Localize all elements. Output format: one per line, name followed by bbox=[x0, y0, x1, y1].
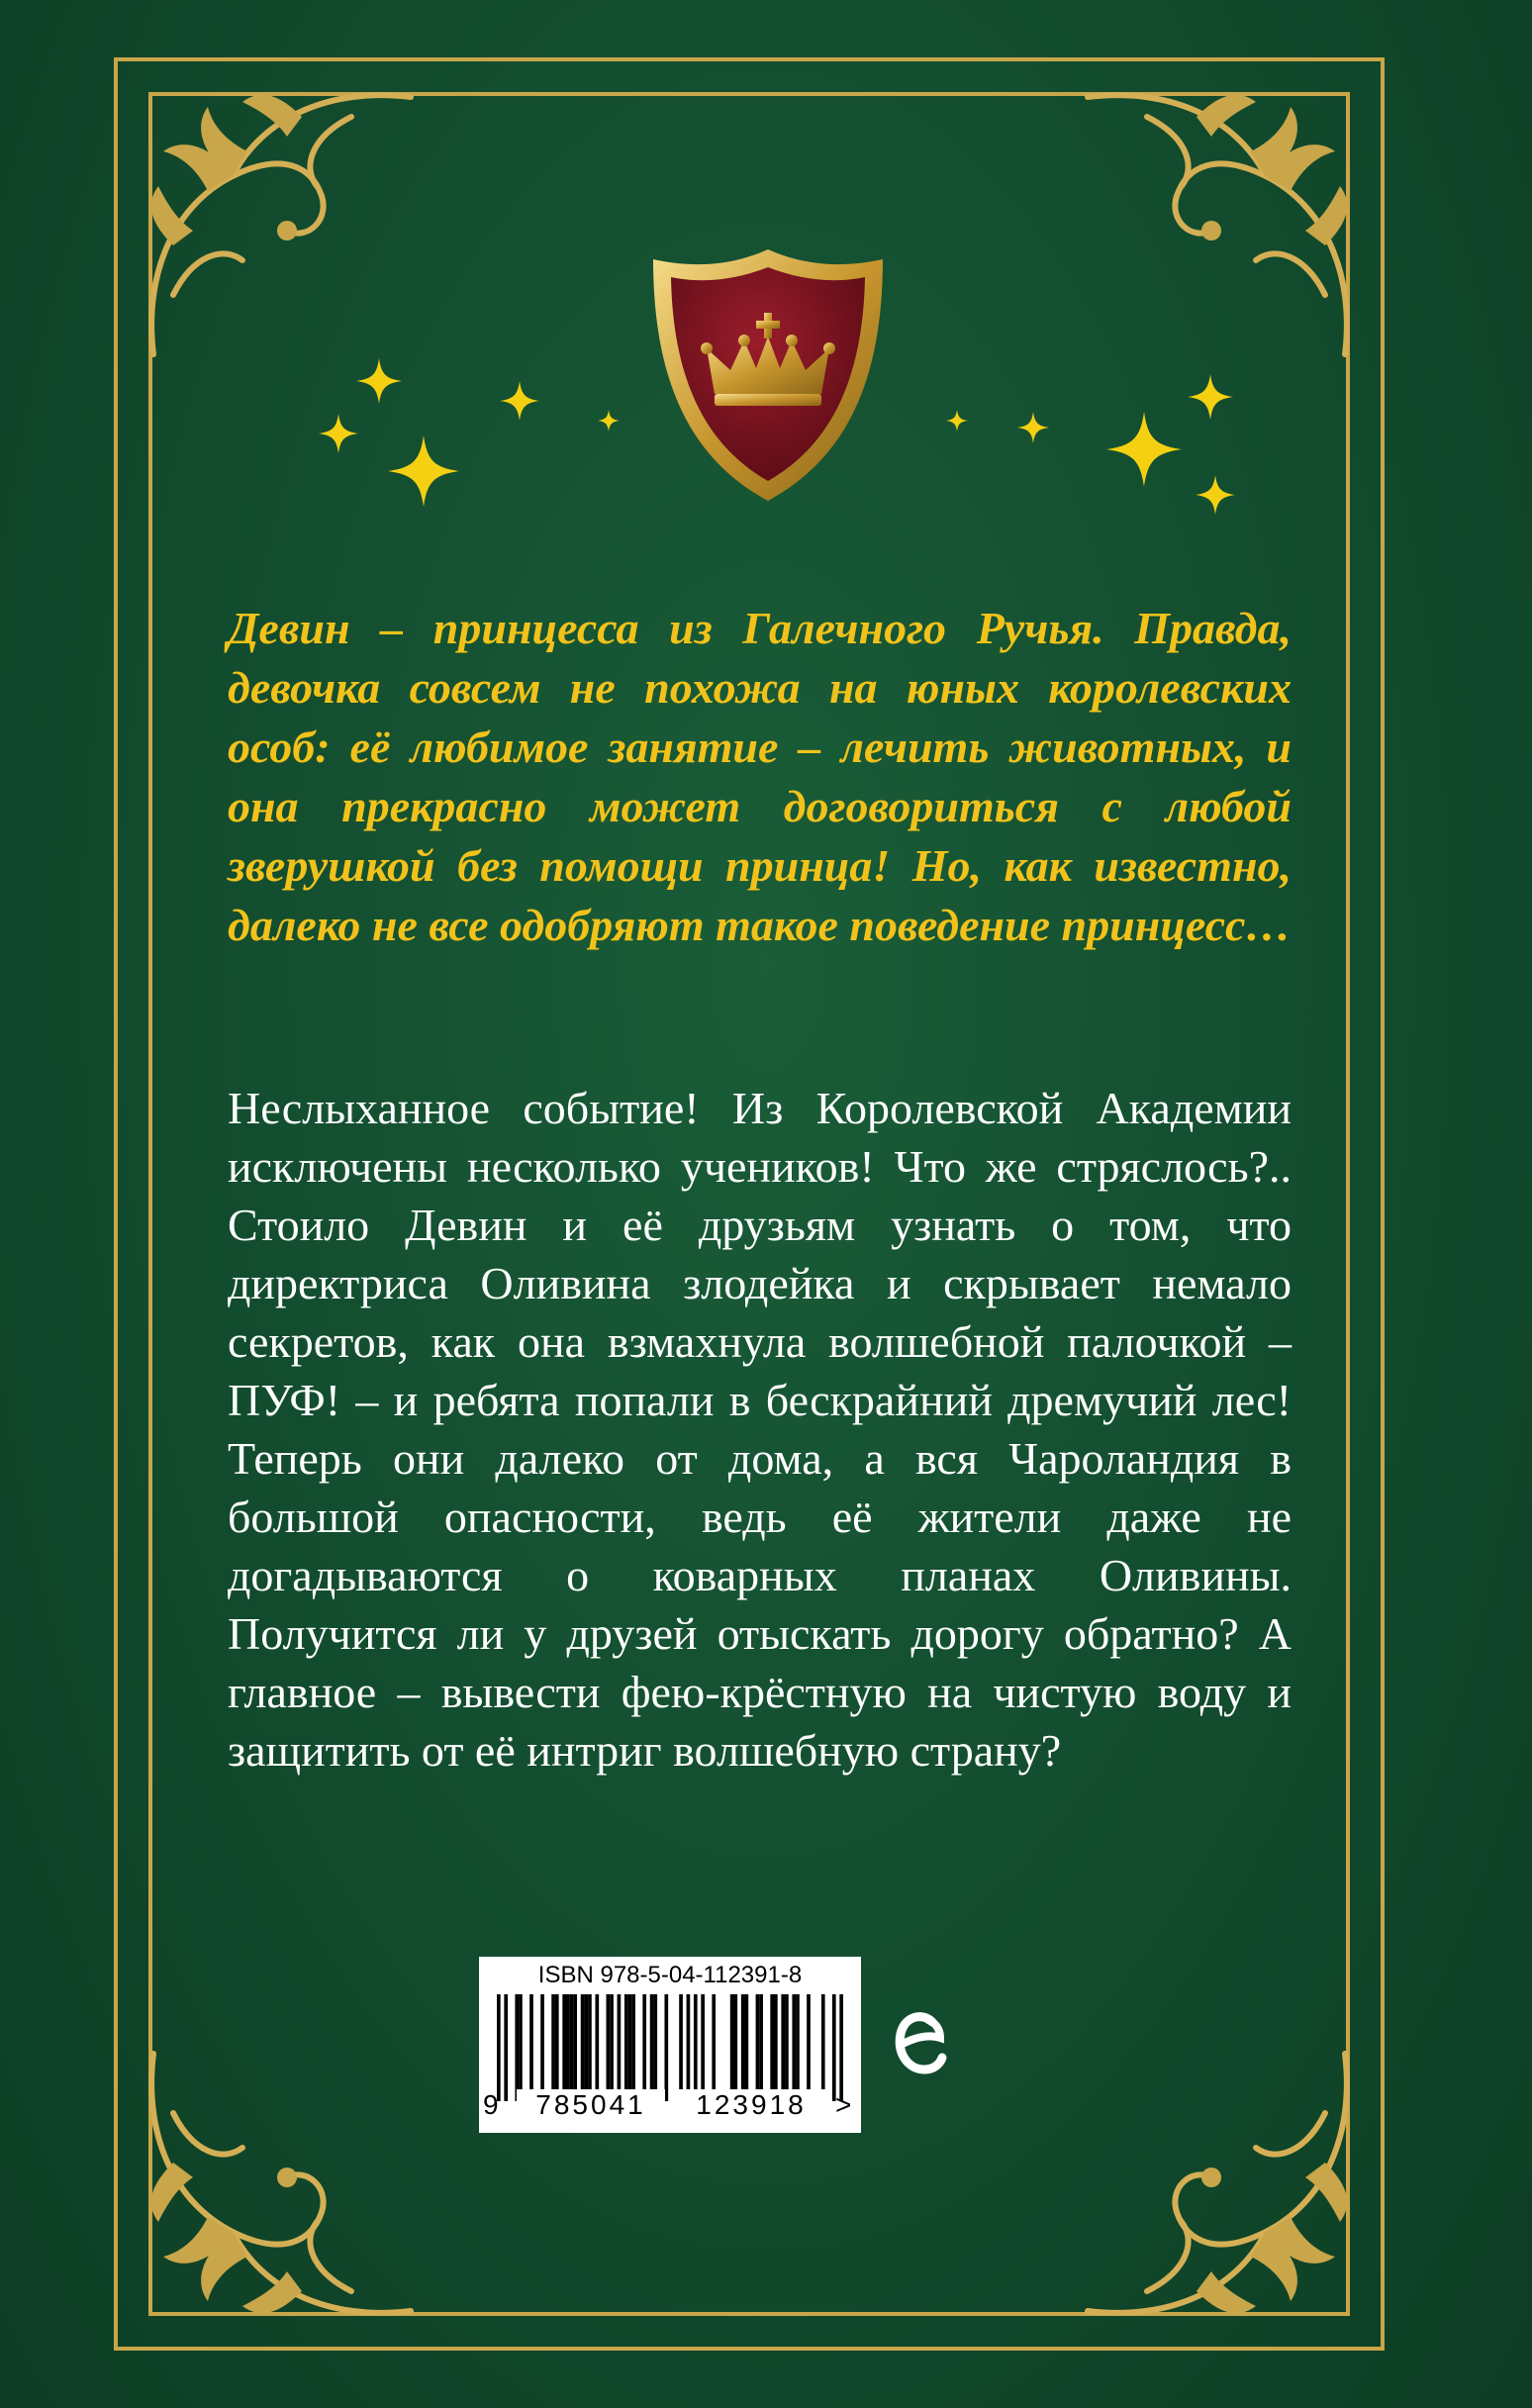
barcode-bar bbox=[756, 1994, 760, 2101]
barcode-bar bbox=[573, 1994, 577, 2101]
sparkle-icon bbox=[319, 414, 358, 453]
barcode-bar bbox=[588, 1994, 592, 2101]
barcode-bar bbox=[497, 1994, 501, 2101]
barcode-bar bbox=[664, 1994, 668, 2101]
barcode-bar bbox=[610, 1994, 614, 2101]
sparkle-icon bbox=[388, 435, 459, 507]
barcode-bar bbox=[519, 1994, 523, 2101]
corner-ornament-bottom-right bbox=[1068, 2034, 1385, 2351]
sparkle-icon bbox=[598, 410, 620, 432]
barcode-bar bbox=[595, 1994, 599, 2101]
tagline-text: Девин – принцесса из Галечного Ручья. Правда, девочка совсем не похожа на юных королевских особ: её любимое занятие – лечить животных, и она прекрасно может договориться с любой зверушкой без помощи принца! Но, как известно, далеко не все одобряют такое поведение принцесс… bbox=[228, 603, 1292, 950]
barcode-digits bbox=[483, 2089, 859, 2129]
barcode-bar bbox=[701, 1994, 705, 2101]
barcode-bar bbox=[650, 1994, 654, 2101]
corner-ornament-top-right bbox=[1068, 57, 1385, 374]
barcode-bar bbox=[839, 1994, 843, 2101]
barcode-digits-right: 123918 bbox=[677, 2089, 825, 2121]
barcode-bar bbox=[730, 1994, 734, 2101]
barcode-bar bbox=[570, 1994, 574, 2101]
barcode-bar bbox=[504, 1994, 508, 2101]
barcode-digit-first: 9 bbox=[483, 2089, 499, 2120]
barcode-bar bbox=[628, 1994, 632, 2101]
barcode-bar bbox=[796, 1994, 800, 2101]
description-text: Неслыханное событие! Из Королевской Академии исключены несколько учеников! Что же стряслось?.. Стоило Девин и её друзьям узнать о том, что директриса Оливина злодейка и скрывает немало секретов, как она взмахнула волшебной палочкой – ПУФ! – и ребята попали в бескрайний дремучий лес! Теперь они далеко от дома, а вся Чароландия в большой опасности, ведь её жители даже не догадываются о коварных планах Оливины. Получится ли у друзей отыскать дорогу обратно? А главное – вывести фею-крёстную на чистую воду и защитить от её интриг волшебную страну? bbox=[228, 1083, 1292, 1776]
barcode-bar bbox=[631, 1994, 635, 2101]
barcode-bar bbox=[832, 1994, 836, 2101]
barcode-bar bbox=[551, 1994, 555, 2101]
barcode-bar bbox=[821, 1994, 825, 2101]
shield-crown-icon bbox=[649, 245, 887, 505]
sparkle-icon bbox=[1106, 412, 1182, 487]
sparkle-icon bbox=[1188, 374, 1233, 420]
sparkle-icon bbox=[1196, 475, 1235, 515]
barcode-bar bbox=[566, 1994, 570, 2101]
barcode-bar bbox=[770, 1994, 774, 2101]
barcode-bar bbox=[515, 1994, 519, 2101]
corner-ornament-top-left bbox=[114, 57, 431, 374]
sparkle-icon bbox=[946, 410, 968, 432]
barcode-bar bbox=[581, 1994, 585, 2101]
barcode-bar bbox=[642, 1994, 646, 2101]
isbn-label: ISBN 978-5-04-112391-8 bbox=[537, 1962, 803, 1988]
tagline-annotation bbox=[228, 599, 1292, 955]
sparkle-icon bbox=[1017, 412, 1049, 443]
barcode-arrow: > bbox=[835, 2089, 852, 2120]
barcode-bar bbox=[687, 1994, 691, 2101]
barcode-bar bbox=[741, 1994, 745, 2101]
barcode-bar bbox=[562, 1994, 566, 2101]
corner-ornament-bottom-left bbox=[114, 2034, 431, 2351]
barcode-bar bbox=[781, 1994, 785, 2101]
barcode-bars bbox=[497, 1994, 843, 2101]
barcode-bar bbox=[529, 1994, 533, 2101]
barcode-bar bbox=[555, 1994, 559, 2101]
barcode-bar bbox=[679, 1994, 683, 2101]
barcode-bar bbox=[618, 1994, 622, 2101]
barcode-bar bbox=[584, 1994, 588, 2101]
barcode-bar bbox=[653, 1994, 657, 2101]
barcode-bar bbox=[792, 1994, 796, 2101]
sparkle-icon bbox=[356, 358, 402, 404]
barcode-bar bbox=[745, 1994, 749, 2101]
sparkle-icon bbox=[500, 381, 539, 421]
barcode-bar bbox=[624, 1994, 628, 2101]
barcode-bar bbox=[785, 1994, 789, 2101]
barcode-bar bbox=[774, 1994, 778, 2101]
barcode-bar bbox=[694, 1994, 698, 2101]
barcode-bar bbox=[607, 1994, 611, 2101]
barcode-bar bbox=[733, 1994, 737, 2101]
isbn-barcode bbox=[479, 1957, 861, 2133]
barcode-digits-left: 785041 bbox=[517, 2089, 665, 2121]
barcode-bar bbox=[807, 1994, 811, 2101]
book-description bbox=[228, 1079, 1292, 1780]
barcode-bar bbox=[759, 1994, 763, 2101]
barcode-bar bbox=[712, 1994, 716, 2101]
barcode-bar bbox=[540, 1994, 544, 2101]
eksmo-logo-icon bbox=[893, 2004, 948, 2083]
